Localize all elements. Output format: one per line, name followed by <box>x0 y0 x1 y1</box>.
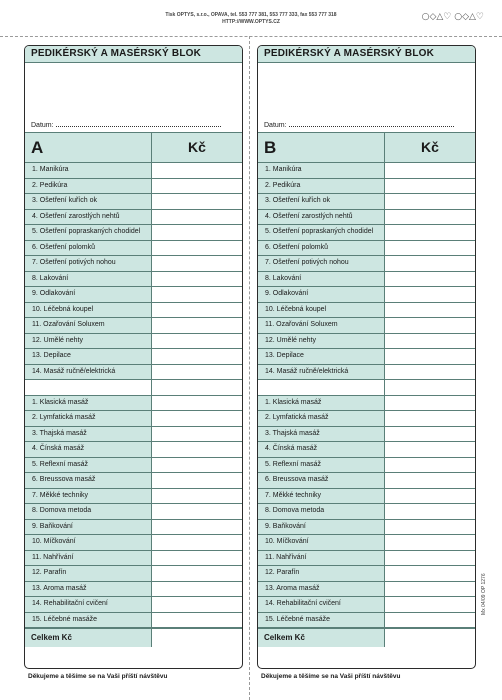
price-cell[interactable] <box>385 303 475 318</box>
vertical-cut-line <box>249 36 250 700</box>
service-row <box>258 613 475 629</box>
service-row <box>25 210 242 226</box>
price-cell[interactable] <box>385 225 475 240</box>
service-row <box>258 442 475 458</box>
note-area[interactable] <box>258 63 475 132</box>
service-label: 9. Odlakování <box>25 287 152 302</box>
service-label: 13. Aroma masáž <box>258 582 385 597</box>
price-cell[interactable] <box>385 380 475 395</box>
service-label: 2. Pedikúra <box>258 179 385 194</box>
form-title: PEDIKÉRSKÝ A MASÉRSKÝ BLOK <box>25 46 242 63</box>
service-row <box>258 194 475 210</box>
total-value-cell[interactable] <box>385 629 475 647</box>
service-row <box>258 427 475 443</box>
service-label: 8. Domova metoda <box>258 504 385 519</box>
service-label: 10. Léčebná koupel <box>258 303 385 318</box>
service-row <box>25 303 242 319</box>
service-label: 6. Ošetření polomků <box>258 241 385 256</box>
service-row <box>25 566 242 582</box>
service-label: 11. Ozařování Soluxem <box>25 318 152 333</box>
thank-you-note: Děkujeme a těšíme se na Vaši příští návštěvu <box>261 673 401 680</box>
service-row <box>25 551 242 567</box>
price-cell[interactable] <box>152 272 242 287</box>
price-cell[interactable] <box>152 411 242 426</box>
service-row <box>25 473 242 489</box>
service-row <box>25 458 242 474</box>
date-field[interactable] <box>31 120 237 130</box>
price-cell[interactable] <box>385 194 475 209</box>
price-cell[interactable] <box>152 442 242 457</box>
service-row <box>258 365 475 381</box>
service-label: 7. Měkké techniky <box>25 489 152 504</box>
price-cell[interactable] <box>385 272 475 287</box>
date-label: Datum: <box>264 122 287 129</box>
service-label: 12. Parafín <box>258 566 385 581</box>
price-cell[interactable] <box>385 256 475 271</box>
service-label: 7. Ošetření potivých nohou <box>258 256 385 271</box>
service-label: 5. Ošetření popraskaných chodidel <box>258 225 385 240</box>
service-label: 4. Ošetření zarostlých nehtů <box>25 210 152 225</box>
service-label: 10. Míčkování <box>25 535 152 550</box>
form-b <box>257 45 476 669</box>
price-cell[interactable] <box>385 411 475 426</box>
price-cell[interactable] <box>385 287 475 302</box>
price-cell[interactable] <box>385 520 475 535</box>
service-row <box>25 334 242 350</box>
service-label: 6. Breussova masáž <box>258 473 385 488</box>
service-row <box>258 256 475 272</box>
service-label: 1. Manikúra <box>258 163 385 178</box>
service-label: 15. Léčebné masáže <box>258 613 385 628</box>
service-row <box>258 241 475 257</box>
service-label: 12. Umělé nehty <box>258 334 385 349</box>
services-list <box>258 163 475 628</box>
service-row <box>25 520 242 536</box>
service-row <box>258 582 475 598</box>
service-label: 4. Čínská masáž <box>25 442 152 457</box>
service-label: 5. Ošetření popraskaných chodidel <box>25 225 152 240</box>
service-row <box>258 272 475 288</box>
service-row <box>25 272 242 288</box>
price-cell[interactable] <box>385 613 475 628</box>
service-label: 13. Depilace <box>25 349 152 364</box>
service-row <box>258 411 475 427</box>
service-label: 3. Ošetření kuřích ok <box>25 194 152 209</box>
service-row <box>258 303 475 319</box>
service-label: 2. Lymfatická masáž <box>25 411 152 426</box>
service-label: 12. Umělé nehty <box>25 334 152 349</box>
spacer-row <box>258 380 475 396</box>
service-label: 14. Masáž ručně/elektrická <box>258 365 385 380</box>
service-label: 10. Míčkování <box>258 535 385 550</box>
price-cell[interactable] <box>152 535 242 550</box>
service-label: 5. Reflexní masáž <box>258 458 385 473</box>
service-row <box>258 179 475 195</box>
service-row <box>258 597 475 613</box>
total-row <box>25 628 242 647</box>
service-label: 11. Nahřívání <box>258 551 385 566</box>
form-code: Mx 04/09 OP 1276 <box>481 573 487 615</box>
service-label: 4. Čínská masáž <box>258 442 385 457</box>
service-label: 3. Thajská masáž <box>25 427 152 442</box>
price-cell[interactable] <box>152 473 242 488</box>
service-row <box>25 411 242 427</box>
service-row <box>258 163 475 179</box>
spacer-label <box>25 380 152 395</box>
currency-header: Kč <box>421 139 439 155</box>
price-cell[interactable] <box>385 582 475 597</box>
date-line <box>289 120 454 127</box>
price-cell[interactable] <box>152 349 242 364</box>
spacer-row <box>25 380 242 396</box>
price-cell[interactable] <box>385 179 475 194</box>
price-cell[interactable] <box>385 241 475 256</box>
service-row <box>25 287 242 303</box>
price-cell[interactable] <box>152 489 242 504</box>
service-row <box>25 179 242 195</box>
service-row <box>258 225 475 241</box>
price-cell[interactable] <box>152 427 242 442</box>
service-row <box>25 241 242 257</box>
service-label: 13. Depilace <box>258 349 385 364</box>
service-label: 7. Ošetření potivých nohou <box>25 256 152 271</box>
service-row <box>25 582 242 598</box>
service-row <box>25 349 242 365</box>
price-cell[interactable] <box>385 163 475 178</box>
service-label: 6. Ošetření polomků <box>25 241 152 256</box>
price-cell[interactable] <box>152 551 242 566</box>
service-label: 9. Baňkování <box>25 520 152 535</box>
service-label: 14. Rehabilitační cvičení <box>25 597 152 612</box>
price-cell[interactable] <box>152 287 242 302</box>
date-line <box>56 120 221 127</box>
note-area[interactable] <box>25 63 242 132</box>
price-cell[interactable] <box>152 597 242 612</box>
form-title: PEDIKÉRSKÝ A MASÉRSKÝ BLOK <box>258 46 475 63</box>
services-list <box>25 163 242 628</box>
total-label: Celkem Kč <box>25 629 152 647</box>
price-cell[interactable] <box>385 597 475 612</box>
service-row <box>25 489 242 505</box>
spacer-label <box>258 380 385 395</box>
total-label: Celkem Kč <box>258 629 385 647</box>
price-cell[interactable] <box>152 225 242 240</box>
service-row <box>258 349 475 365</box>
service-label: 8. Domova metoda <box>25 504 152 519</box>
price-cell[interactable] <box>385 458 475 473</box>
service-label: 11. Ozařování Soluxem <box>258 318 385 333</box>
price-cell[interactable] <box>152 163 242 178</box>
service-row <box>258 504 475 520</box>
price-cell[interactable] <box>385 442 475 457</box>
price-cell[interactable] <box>152 256 242 271</box>
price-cell[interactable] <box>385 566 475 581</box>
service-label: 7. Měkké techniky <box>258 489 385 504</box>
service-row <box>258 489 475 505</box>
price-cell[interactable] <box>152 210 242 225</box>
price-cell[interactable] <box>152 582 242 597</box>
price-cell[interactable] <box>152 241 242 256</box>
service-label: 14. Rehabilitační cvičení <box>258 597 385 612</box>
service-label: 1. Manikúra <box>25 163 152 178</box>
price-cell[interactable] <box>152 504 242 519</box>
service-row <box>25 427 242 443</box>
service-row <box>25 597 242 613</box>
service-row <box>25 318 242 334</box>
printer-url: HTTP://WWW.OPTYS.CZ <box>222 19 280 25</box>
service-label: 8. Lakování <box>258 272 385 287</box>
price-cell[interactable] <box>152 179 242 194</box>
form-header <box>258 132 475 163</box>
service-row <box>25 194 242 210</box>
service-label: 4. Ošetření zarostlých nehtů <box>258 210 385 225</box>
service-label: 9. Odlakování <box>258 287 385 302</box>
price-cell[interactable] <box>385 318 475 333</box>
service-row <box>25 225 242 241</box>
price-cell[interactable] <box>385 489 475 504</box>
service-label: 1. Klasická masáž <box>25 396 152 411</box>
price-cell[interactable] <box>385 396 475 411</box>
service-row <box>258 473 475 489</box>
cut-line <box>0 36 502 37</box>
service-row <box>258 551 475 567</box>
total-value-cell[interactable] <box>152 629 242 647</box>
service-row <box>25 256 242 272</box>
price-cell[interactable] <box>152 303 242 318</box>
service-label: 6. Breussova masáž <box>25 473 152 488</box>
total-row <box>258 628 475 647</box>
service-row <box>258 396 475 412</box>
service-label: 3. Thajská masáž <box>258 427 385 442</box>
service-label: 15. Léčebné masáže <box>25 613 152 628</box>
shape-marks: ○◇△♡ ○◇△♡ <box>421 12 484 22</box>
service-label: 10. Léčebná koupel <box>25 303 152 318</box>
price-cell[interactable] <box>152 380 242 395</box>
price-cell[interactable] <box>385 551 475 566</box>
price-cell[interactable] <box>385 535 475 550</box>
price-cell[interactable] <box>152 365 242 380</box>
service-row <box>258 566 475 582</box>
service-label: 8. Lakování <box>25 272 152 287</box>
service-row <box>258 287 475 303</box>
service-row <box>25 163 242 179</box>
service-label: 2. Pedikúra <box>25 179 152 194</box>
price-cell[interactable] <box>152 520 242 535</box>
service-label: 13. Aroma masáž <box>25 582 152 597</box>
price-cell[interactable] <box>152 194 242 209</box>
service-row <box>25 613 242 629</box>
service-label: 14. Masáž ručně/elektrická <box>25 365 152 380</box>
service-label: 1. Klasická masáž <box>258 396 385 411</box>
form-a <box>24 45 243 669</box>
service-row <box>258 210 475 226</box>
price-cell[interactable] <box>152 396 242 411</box>
service-row <box>25 396 242 412</box>
price-cell[interactable] <box>385 427 475 442</box>
service-label: 2. Lymfatická masáž <box>258 411 385 426</box>
service-label: 3. Ošetření kuřích ok <box>258 194 385 209</box>
service-row <box>25 365 242 381</box>
form-letter: A <box>25 133 152 162</box>
service-row <box>25 535 242 551</box>
thank-you-note: Děkujeme a těšíme se na Vaši příští návštěvu <box>28 673 168 680</box>
service-row <box>25 442 242 458</box>
price-cell[interactable] <box>385 334 475 349</box>
service-row <box>258 520 475 536</box>
form-header <box>25 132 242 163</box>
service-label: 9. Baňkování <box>258 520 385 535</box>
price-cell[interactable] <box>385 349 475 364</box>
date-field[interactable] <box>264 120 470 130</box>
currency-header: Kč <box>188 139 206 155</box>
service-row <box>258 458 475 474</box>
price-cell[interactable] <box>385 504 475 519</box>
printer-info: Tisk OPTYS, s.r.o., OPAVA, tel. 553 777 381, 553 777 333, fax 553 777 318 <box>165 12 337 18</box>
price-cell[interactable] <box>385 365 475 380</box>
price-cell[interactable] <box>385 473 475 488</box>
price-cell[interactable] <box>152 458 242 473</box>
form-letter: B <box>258 133 385 162</box>
price-cell[interactable] <box>152 613 242 628</box>
date-label: Datum: <box>31 122 54 129</box>
service-row <box>258 318 475 334</box>
price-cell[interactable] <box>152 334 242 349</box>
service-row <box>25 504 242 520</box>
service-label: 5. Reflexní masáž <box>25 458 152 473</box>
price-cell[interactable] <box>152 566 242 581</box>
service-label: 12. Parafín <box>25 566 152 581</box>
service-row <box>258 535 475 551</box>
price-cell[interactable] <box>385 210 475 225</box>
service-label: 11. Nahřívání <box>25 551 152 566</box>
price-cell[interactable] <box>152 318 242 333</box>
service-row <box>258 334 475 350</box>
